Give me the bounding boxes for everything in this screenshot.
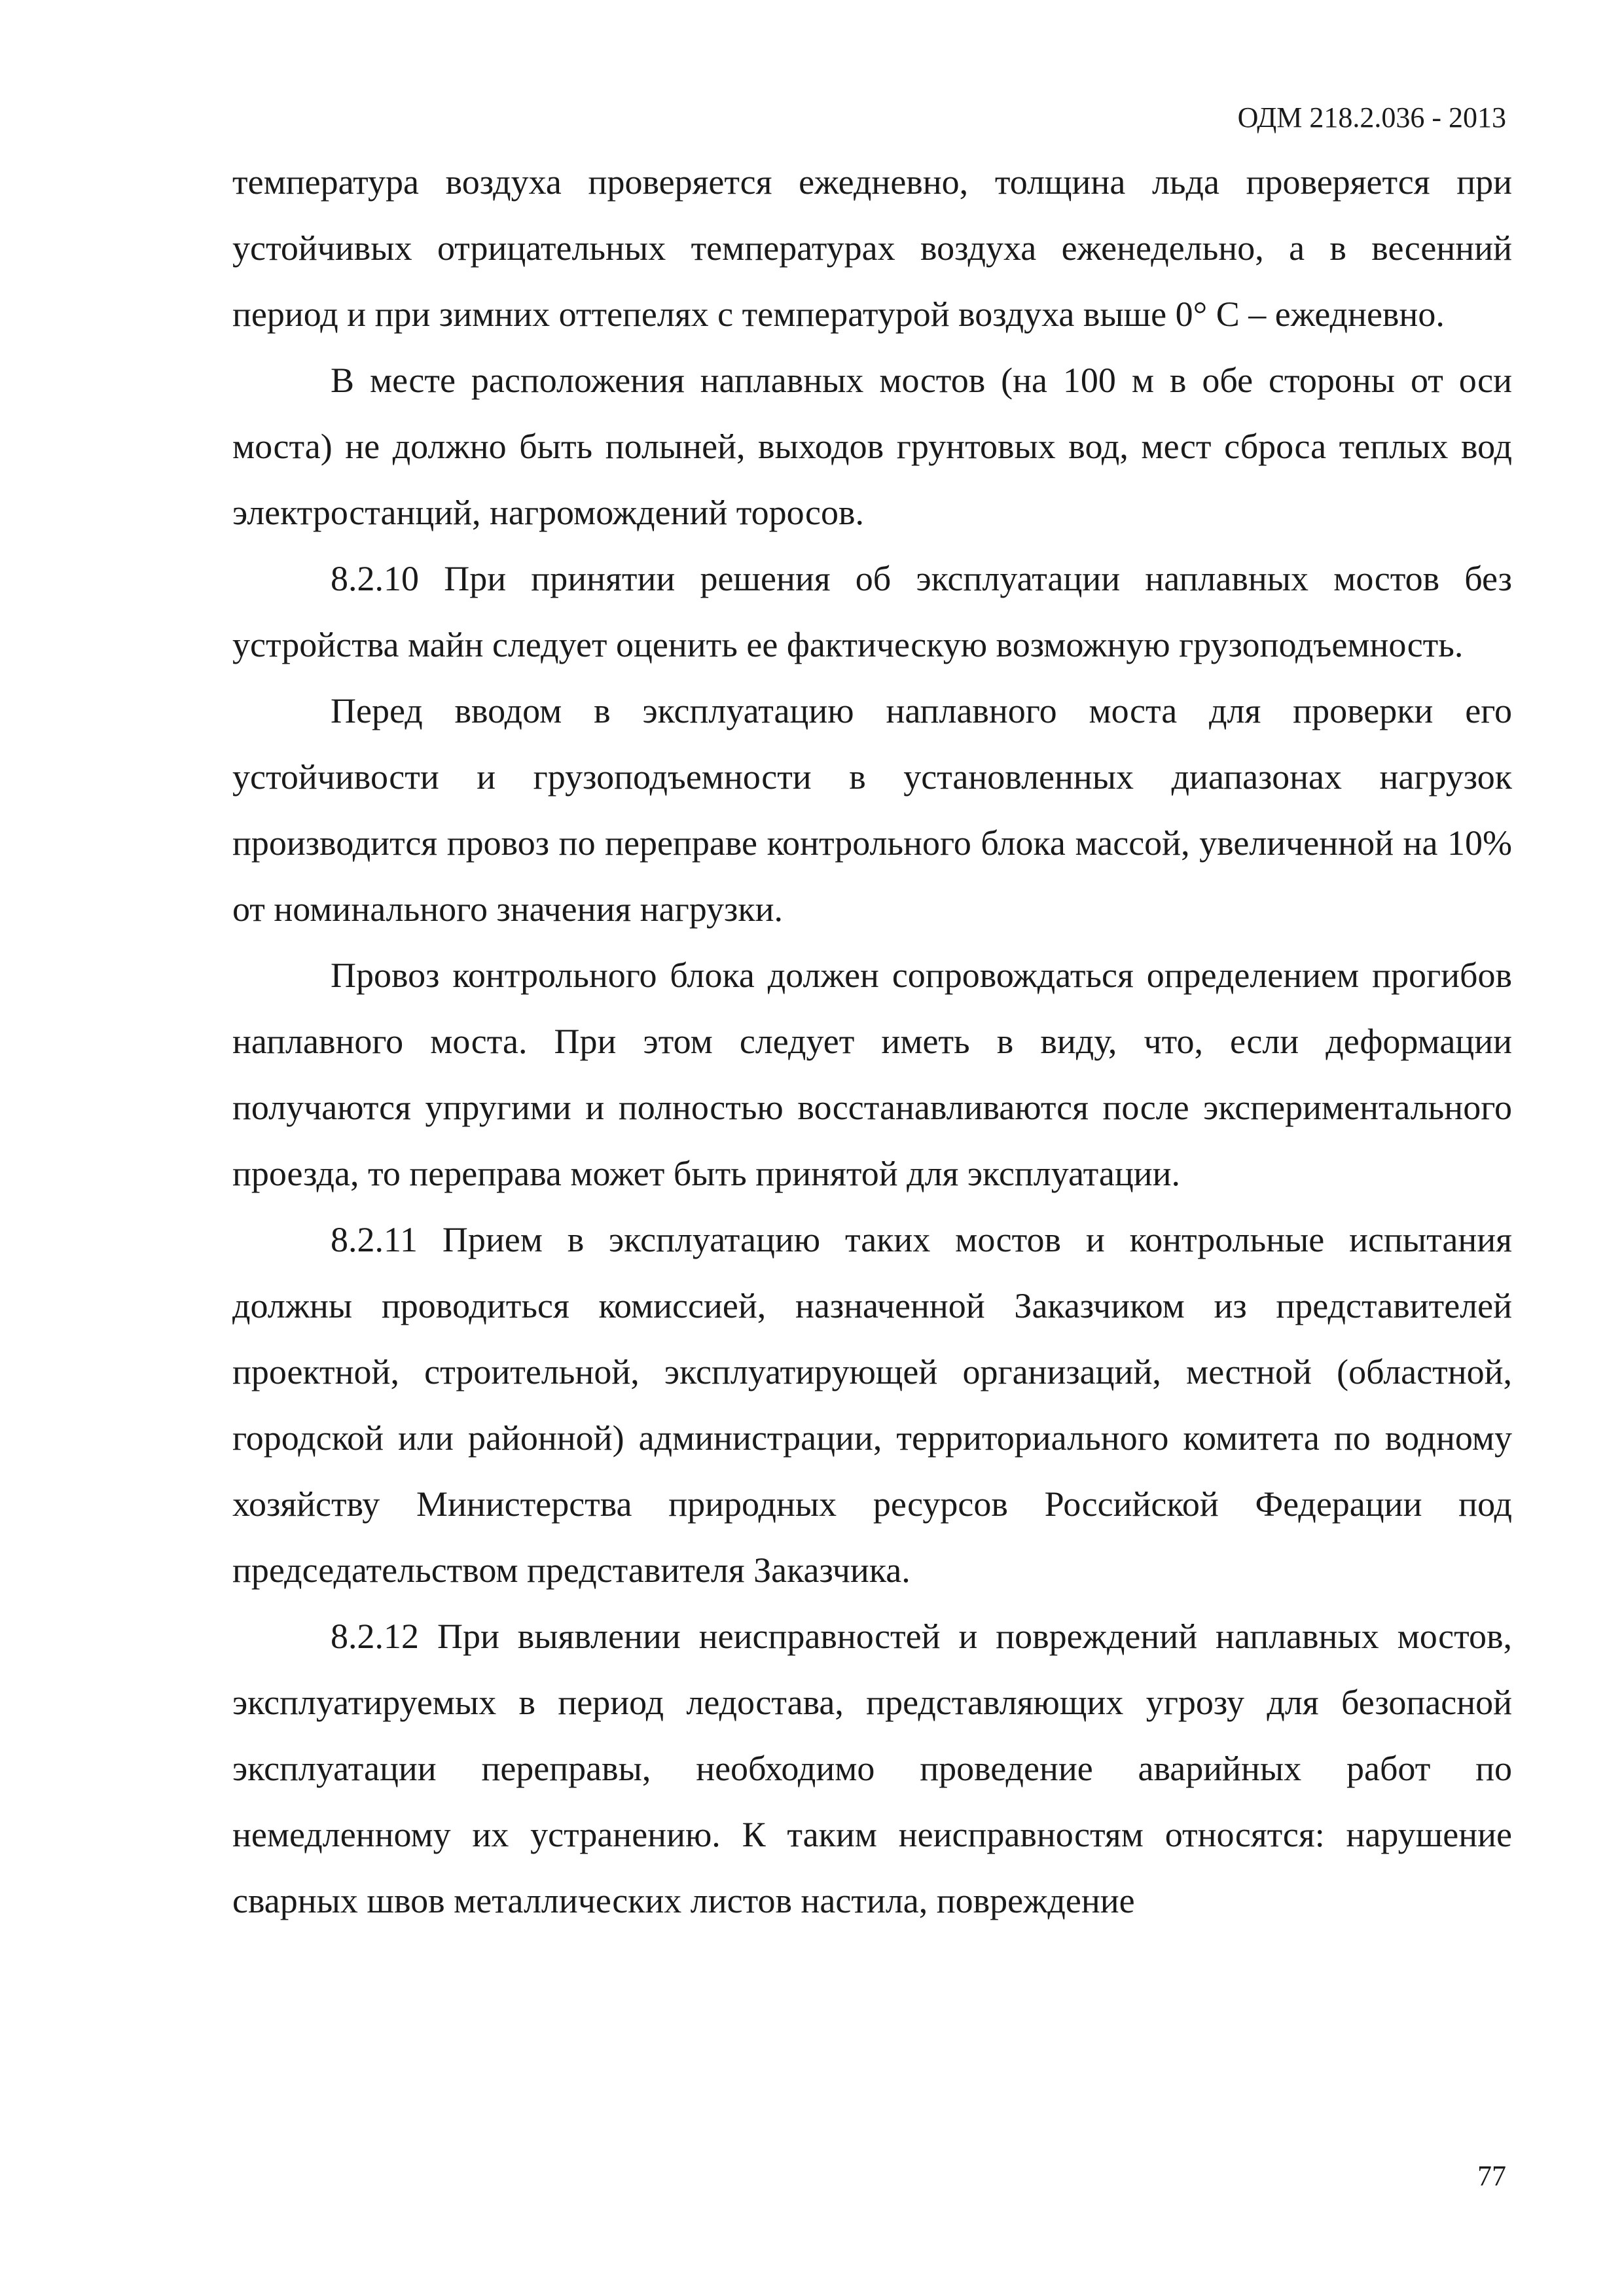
- document-code: ОДМ 218.2.036 - 2013: [1237, 101, 1506, 134]
- body-text: [232, 149, 1512, 1934]
- paragraph-bridge-location: В месте расположения наплавных мостов (на 100 м в обе стороны от оси моста) не должно быть полыней, выходов грунтовых вод, мест сброса теплых вод электростанций, нагромождений торосов.: [232, 361, 1512, 532]
- paragraph-deflection: Провоз контрольного блока должен сопровождаться определением прогибов наплавного моста. При этом следует иметь в виду, что, если деформации получаются упругими и полностью восстанавливаются после экспериментального проезда, то переправа может быть принятой для эксплуатации.: [232, 956, 1512, 1193]
- paragraph-ice-checks: температура воздуха проверяется ежедневно, толщина льда проверяется при устойчивых отрицательных температурах воздуха еженедельно, а в весенний период и при зимних оттепелях с температурой воздуха выше 0° С – ежедневно.: [232, 162, 1512, 334]
- page-number: 77: [1477, 2160, 1506, 2192]
- paragraph-8-2-10: 8.2.10 При принятии решения об эксплуатации наплавных мостов без устройства майн следует оценить ее фактическую возможную грузоподъемность.: [232, 559, 1512, 664]
- paragraph-8-2-11: 8.2.11 Прием в эксплуатацию таких мостов и контрольные испытания должны проводиться комиссией, назначенной Заказчиком из представителей проектной, строительной, эксплуатирующей организаций, местной (областной, городской или районной) администрации, территориального комитета по водному хозяйству Министерства природных ресурсов Российской Федерации под председательством представителя Заказчика.: [232, 1220, 1512, 1590]
- paragraph-8-2-12: 8.2.12 При выявлении неисправностей и повреждений наплавных мостов, эксплуатируемых в период ледостава, представляющих угрозу для безопасной эксплуатации переправы, необходимо проведение аварийных работ по немедленному их устранению. К таким неисправностям относятся: нарушение сварных швов металлических листов настила, повреждение: [232, 1617, 1512, 1920]
- paragraph-control-block: Перед вводом в эксплуатацию наплавного моста для проверки его устойчивости и грузоподъемности в установленных диапазонах нагрузок производится провоз по переправе контрольного блока массой, увеличенной на 10% от номинального значения нагрузки.: [232, 691, 1512, 929]
